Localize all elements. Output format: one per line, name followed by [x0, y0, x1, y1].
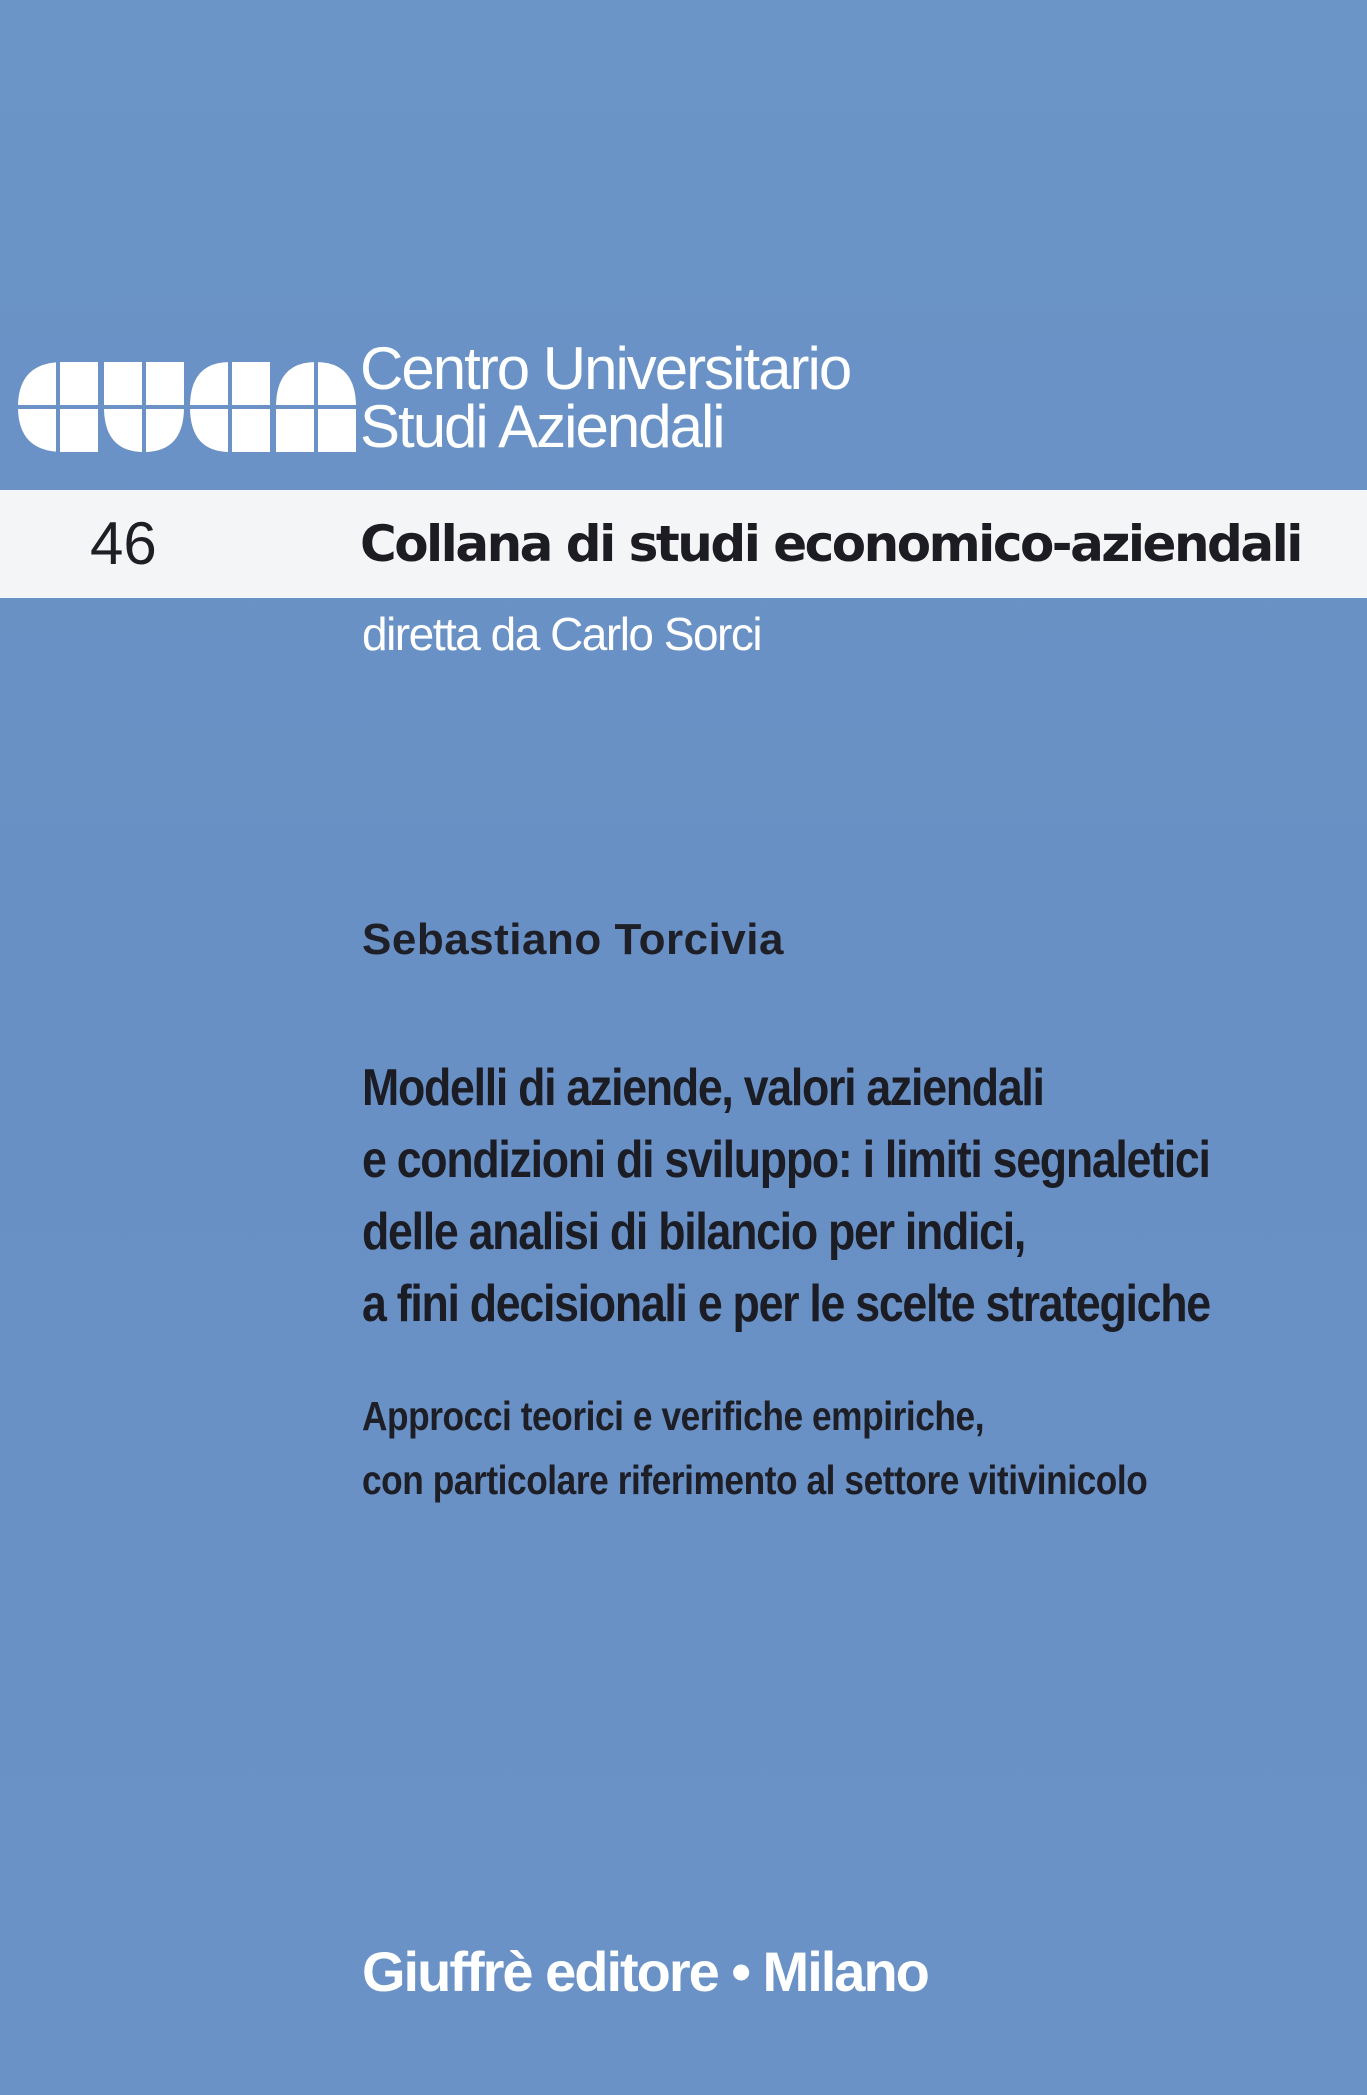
subtitle-line: Approcci teorici e verifiche empiriche, — [362, 1393, 985, 1439]
title-line: delle analisi di bilancio per indici, — [362, 1203, 1026, 1261]
author-name: Sebastiano Torcivia — [362, 915, 784, 964]
title-line: Modelli di aziende, valori aziendali — [362, 1059, 1044, 1117]
logo-line-2: Studi Aziendali — [360, 393, 724, 460]
title-line: e condizioni di sviluppo: i limiti segnaletici — [362, 1131, 1210, 1189]
publisher: Giuffrè editore • Milano — [362, 1940, 928, 2003]
subtitle-line: con particolare riferimento al settore vitivinicolo — [362, 1457, 1148, 1503]
series-number: 46 — [90, 510, 157, 577]
book-subtitle — [362, 1384, 1147, 1512]
series-editor: diretta da Carlo Sorci — [362, 608, 762, 660]
logo-text — [360, 335, 851, 460]
logo-line-1: Centro Universitario — [360, 335, 851, 402]
cusa-logo-icon — [18, 362, 356, 452]
book-title — [362, 1052, 1210, 1340]
title-line: a fini decisionali e per le scelte strategiche — [362, 1275, 1210, 1333]
series-title: Collana di studi economico-aziendali — [360, 515, 1301, 573]
